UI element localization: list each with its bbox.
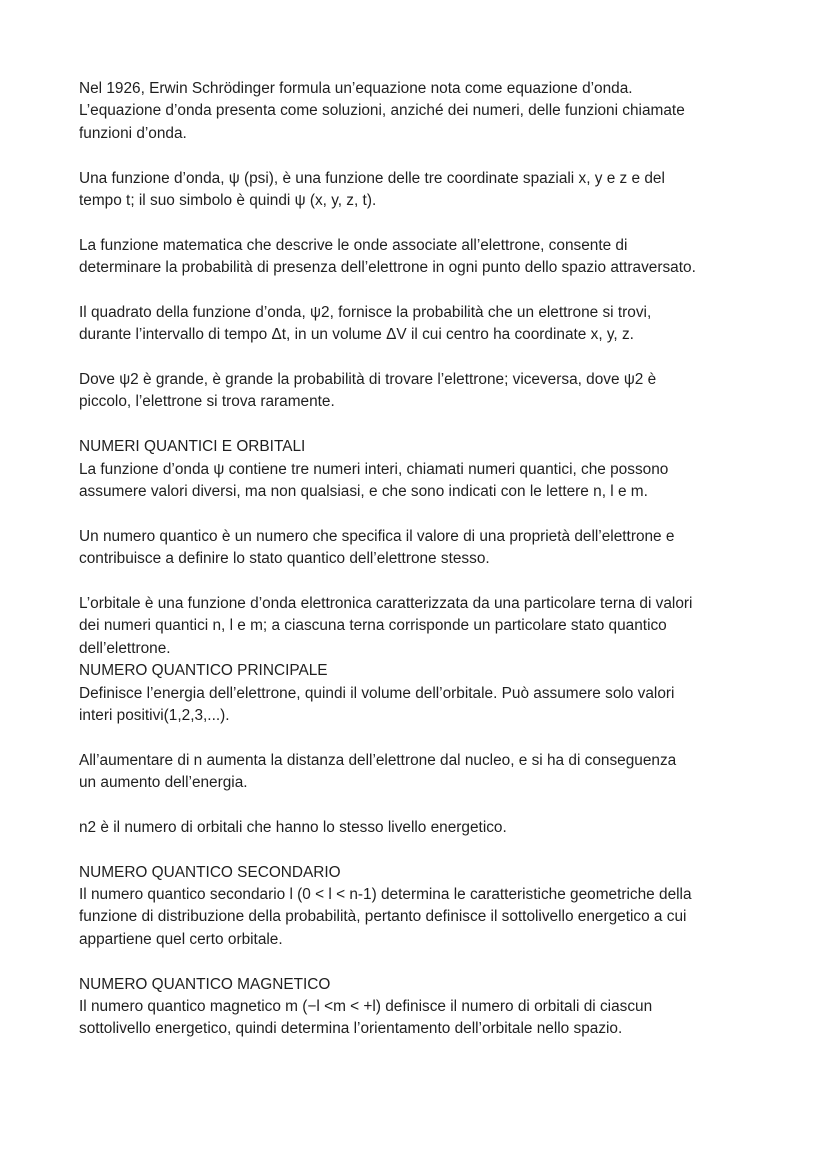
paragraph-increase-n [79, 750, 759, 795]
text-line: L’orbitale è una funzione d’onda elettronica caratterizzata da una particolare terna di valori [79, 594, 693, 612]
paragraph-spacer [79, 795, 759, 817]
section-heading: NUMERO QUANTICO SECONDARIO [79, 863, 341, 881]
paragraph-wave-function-definition [79, 168, 759, 213]
text-line: tempo t; il suo simbolo è quindi ψ (x, y, z, t). [79, 191, 377, 209]
paragraph-spacer [79, 280, 759, 302]
text-line: funzioni d’onda. [79, 124, 187, 142]
section-secondary-quantum-number [79, 862, 759, 952]
text-line: Una funzione d’onda, ψ (psi), è una funzione delle tre coordinate spaziali x, y e z e del [79, 169, 665, 187]
paragraph-spacer [79, 839, 759, 861]
text-line: Il quadrato della funzione d’onda, ψ2, fornisce la probabilità che un elettrone si trovi, [79, 303, 652, 321]
section-heading: NUMERI QUANTICI E ORBITALI [79, 438, 306, 456]
paragraph-probability [79, 369, 759, 414]
section-heading: NUMERO QUANTICO PRINCIPALE [79, 662, 328, 680]
paragraph-schrodinger-intro [79, 78, 759, 145]
paragraph-n-squared [79, 817, 759, 839]
text-line: dei numeri quantici n, l e m; a ciascuna terna corrisponde un particolare stato quantico [79, 617, 667, 635]
paragraph-quantum-number-definition [79, 526, 759, 571]
paragraph-spacer [79, 951, 759, 973]
text-line: durante l’intervallo di tempo Δt, in un volume ΔV il cui centro ha coordinate x, y, z. [79, 326, 634, 344]
paragraph-orbital-and-principal [79, 593, 759, 727]
text-line: contribuisce a definire lo stato quantico dell’elettrone stesso. [79, 550, 490, 568]
paragraph-spacer [79, 571, 759, 593]
text-line: L’equazione d’onda presenta come soluzioni, anziché dei numeri, delle funzioni chiamate [79, 102, 685, 120]
paragraph-spacer [79, 347, 759, 369]
text-line: assumere valori diversi, ma non qualsiasi, e che sono indicati con le lettere n, l e m. [79, 483, 648, 501]
text-line: Nel 1926, Erwin Schrödinger formula un’equazione nota come equazione d’onda. [79, 80, 633, 97]
text-line: Dove ψ2 è grande, è grande la probabilità di trovare l’elettrone; viceversa, dove ψ2 è [79, 371, 657, 389]
paragraph-psi-squared [79, 302, 759, 347]
paragraph-spacer [79, 503, 759, 525]
text-line: determinare la probabilità di presenza dell’elettrone in ogni punto dello spazio attraversato. [79, 259, 696, 277]
text-line: dell’elettrone. [79, 639, 171, 657]
section-magnetic-quantum-number [79, 974, 759, 1041]
paragraph-spacer [79, 145, 759, 167]
text-line: piccolo, l’elettrone si trova raramente. [79, 393, 335, 411]
text-line: Un numero quantico è un numero che specifica il valore di una proprietà dell’elettrone e [79, 527, 675, 545]
text-line: Definisce l’energia dell’elettrone, quindi il volume dell’orbitale. Può assumere solo valori [79, 684, 675, 702]
text-line: Il numero quantico magnetico m (−l <m < +l) definisce il numero di orbitali di ciascun [79, 998, 653, 1016]
section-heading: NUMERO QUANTICO MAGNETICO [79, 975, 331, 993]
text-line: Il numero quantico secondario l (0 < l < n-1) determina le caratteristiche geometriche della [79, 886, 692, 904]
text-line: un aumento dell’energia. [79, 774, 248, 792]
paragraph-mathematical-function [79, 235, 759, 280]
document-body [79, 78, 759, 1041]
text-line: interi positivi(1,2,3,...). [79, 706, 230, 724]
paragraph-spacer [79, 212, 759, 234]
paragraph-spacer [79, 414, 759, 436]
text-line: La funzione matematica che descrive le onde associate all’elettrone, consente di [79, 236, 628, 254]
text-line: n2 è il numero di orbitali che hanno lo stesso livello energetico. [79, 818, 507, 836]
text-line: funzione di distribuzione della probabilità, pertanto definisce il sottolivello energetico a cui [79, 908, 687, 926]
text-line: appartiene quel certo orbitale. [79, 930, 283, 948]
text-line: sottolivello energetico, quindi determina l’orientamento dell’orbitale nello spazio. [79, 1020, 623, 1038]
section-quantum-numbers-orbitals [79, 436, 759, 503]
text-line: All’aumentare di n aumenta la distanza dell’elettrone dal nucleo, e si ha di conseguenza [79, 751, 677, 769]
paragraph-spacer [79, 727, 759, 749]
text-line: La funzione d’onda ψ contiene tre numeri interi, chiamati numeri quantici, che possono [79, 460, 669, 478]
